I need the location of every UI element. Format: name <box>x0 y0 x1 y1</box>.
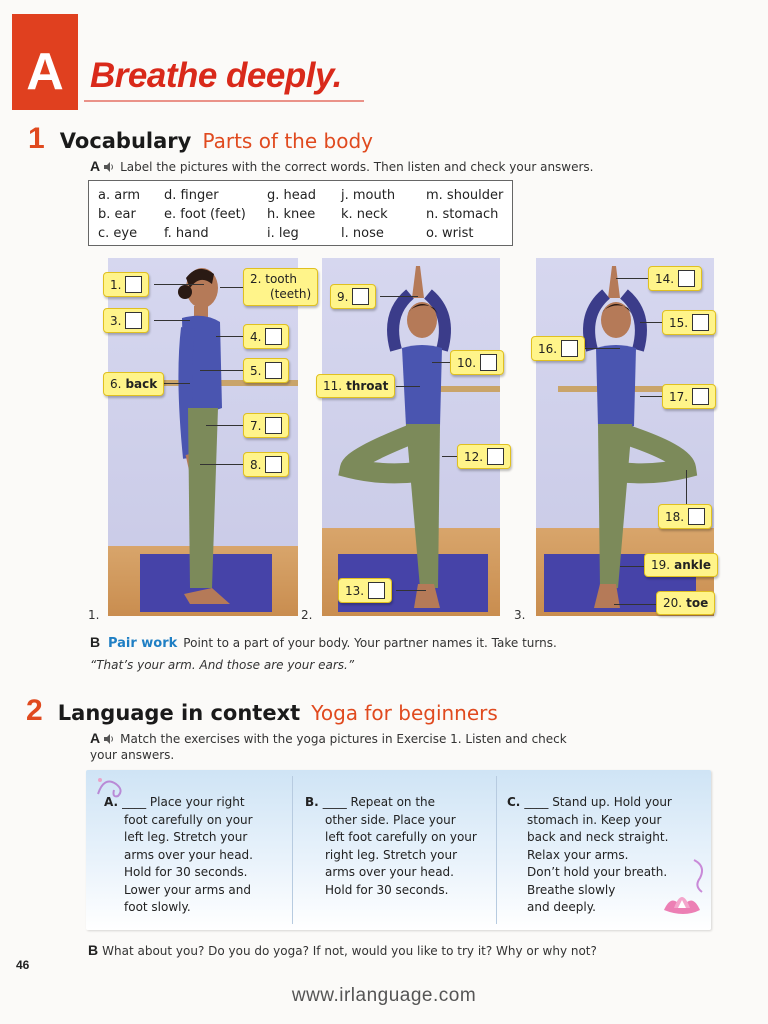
answer-box[interactable] <box>692 314 709 331</box>
word-item: j. mouth <box>341 188 396 203</box>
section-number: 1 <box>28 122 45 155</box>
exercise-c: C. ____ Stand up. Hold your stomach in. Keep your back and neck straight. Relax your arms. Don’t hold your breath. Breathe slowly and deeply. <box>507 795 672 914</box>
exercise-b: B. ____ Repeat on the other side. Place your left foot carefully on your right leg. Stretch your arms over your head. Hold for 30 seconds. <box>305 795 477 897</box>
leader-line <box>620 566 644 567</box>
label-8: 8. <box>243 452 289 477</box>
leader-line <box>616 278 650 279</box>
word-item: k. neck <box>341 207 388 222</box>
yoga-instructions-box <box>86 770 711 930</box>
section-title: Language in context <box>57 701 301 725</box>
section-1-heading <box>28 122 373 156</box>
lotus-flower-icon <box>654 856 710 926</box>
lesson-title: Breathe deeply. <box>90 56 342 95</box>
word-item: e. foot (feet) <box>164 207 246 222</box>
leader-line <box>396 386 420 387</box>
label-6: 6. back <box>103 372 164 396</box>
answer-box[interactable] <box>692 388 709 405</box>
word-item: a. arm <box>98 188 140 203</box>
label-13: 13. <box>338 578 392 603</box>
part-letter: B <box>88 942 99 958</box>
label-19: 19. ankle <box>644 553 718 577</box>
label-18: 18. <box>658 504 712 529</box>
label-4: 4. <box>243 324 289 349</box>
label-17: 17. <box>662 384 716 409</box>
label-2: 2. tooth (teeth) <box>243 268 318 306</box>
answer-box[interactable] <box>125 312 142 329</box>
leader-line <box>154 284 204 285</box>
section-2-instruction-a <box>90 730 567 763</box>
section-number: 2 <box>26 694 43 727</box>
leader-line <box>432 362 452 363</box>
leader-line <box>584 348 620 349</box>
leader-line <box>160 383 190 384</box>
exercise-a: A. ____ Place your right foot carefully on your left leg. Stretch your arms over your head. Hold for 30 seconds. Lower your arms and foot slowly. <box>104 795 253 914</box>
section-title: Vocabulary <box>59 129 192 153</box>
answer-box[interactable] <box>352 288 369 305</box>
picture-number: 1. <box>88 608 100 622</box>
word-column-5 <box>426 186 503 243</box>
title-underline <box>84 100 364 102</box>
leader-line <box>640 322 664 323</box>
answer-box[interactable] <box>265 417 282 434</box>
answer-box[interactable] <box>265 362 282 379</box>
website-watermark: www.irlanguage.com <box>291 985 477 1006</box>
answer-box[interactable] <box>688 508 705 525</box>
answer-box[interactable] <box>561 340 578 357</box>
instruction-text: your answers. <box>90 748 175 762</box>
section-1-instruction-b <box>90 634 557 651</box>
leader-line <box>380 296 418 297</box>
picture-number: 2. <box>301 608 313 622</box>
label-10: 10. <box>450 350 504 375</box>
answer-box[interactable] <box>125 276 142 293</box>
word-column-4 <box>341 186 395 243</box>
leader-line <box>442 456 458 457</box>
leader-line <box>200 370 244 371</box>
label-14: 14. <box>648 266 702 291</box>
audio-icon[interactable] <box>104 162 114 172</box>
word-item: m. shoulder <box>426 188 504 203</box>
example-sentence: “That’s your arm. And those are your ears.” <box>90 658 355 672</box>
section-2-instruction-b <box>88 942 597 958</box>
part-letter: A <box>90 158 101 174</box>
section-subtitle: Yoga for beginners <box>311 701 498 725</box>
word-item: h. knee <box>267 207 316 222</box>
word-item: d. finger <box>164 188 219 203</box>
leader-line <box>200 464 244 465</box>
word-item: n. stomach <box>426 207 499 222</box>
label-3: 3. <box>103 308 149 333</box>
leader-line <box>154 320 190 321</box>
instruction-text: What about you? Do you do yoga? If not, would you like to try it? Why or why not? <box>102 944 597 958</box>
word-item: b. ear <box>98 207 136 222</box>
leader-line <box>216 336 244 337</box>
word-column-2 <box>164 186 246 243</box>
part-letter: A <box>90 730 101 746</box>
word-item: f. hand <box>164 226 209 241</box>
label-12: 12. <box>457 444 511 469</box>
answer-box[interactable] <box>678 270 695 287</box>
yoga-photo-2 <box>322 258 500 616</box>
label-11: 11. throat <box>316 374 395 398</box>
section-badge: A <box>12 14 78 110</box>
label-20: 20. toe <box>656 591 715 615</box>
leader-line <box>396 590 426 591</box>
section-2-heading <box>26 694 498 728</box>
label-15: 15. <box>662 310 716 335</box>
word-bank <box>88 180 513 246</box>
answer-box[interactable] <box>487 448 504 465</box>
part-letter: B <box>90 634 101 650</box>
pair-work-label: Pair work <box>107 636 178 651</box>
section-1-instruction-a <box>90 158 594 174</box>
label-1: 1. <box>103 272 149 297</box>
label-7: 7. <box>243 413 289 438</box>
picture-number: 3. <box>514 608 526 622</box>
leader-line <box>640 396 664 397</box>
word-column-3 <box>267 186 316 243</box>
word-item: l. nose <box>341 226 384 241</box>
section-subtitle: Parts of the body <box>202 129 373 153</box>
leader-line <box>614 604 656 605</box>
label-5: 5. <box>243 358 289 383</box>
answer-box[interactable] <box>368 582 385 599</box>
word-item: i. leg <box>267 226 299 241</box>
word-item: g. head <box>267 188 316 203</box>
instruction-text: Label the pictures with the correct words. Then listen and check your answers. <box>120 160 594 174</box>
instruction-text: Match the exercises with the yoga pictures in Exercise 1. Listen and check <box>120 732 567 746</box>
word-column-1 <box>98 186 140 243</box>
word-item: c. eye <box>98 226 138 241</box>
leader-line <box>206 425 244 426</box>
instruction-text: Point to a part of your body. Your partner names it. Take turns. <box>183 636 557 650</box>
answer-box[interactable] <box>480 354 497 371</box>
page-number: 46 <box>16 958 30 972</box>
label-9: 9. <box>330 284 376 309</box>
audio-icon[interactable] <box>104 734 114 744</box>
answer-box[interactable] <box>265 328 282 345</box>
word-item: o. wrist <box>426 226 474 241</box>
woman-tree-pose-figure-left <box>322 258 500 616</box>
label-16: 16. <box>531 336 585 361</box>
answer-box[interactable] <box>265 456 282 473</box>
